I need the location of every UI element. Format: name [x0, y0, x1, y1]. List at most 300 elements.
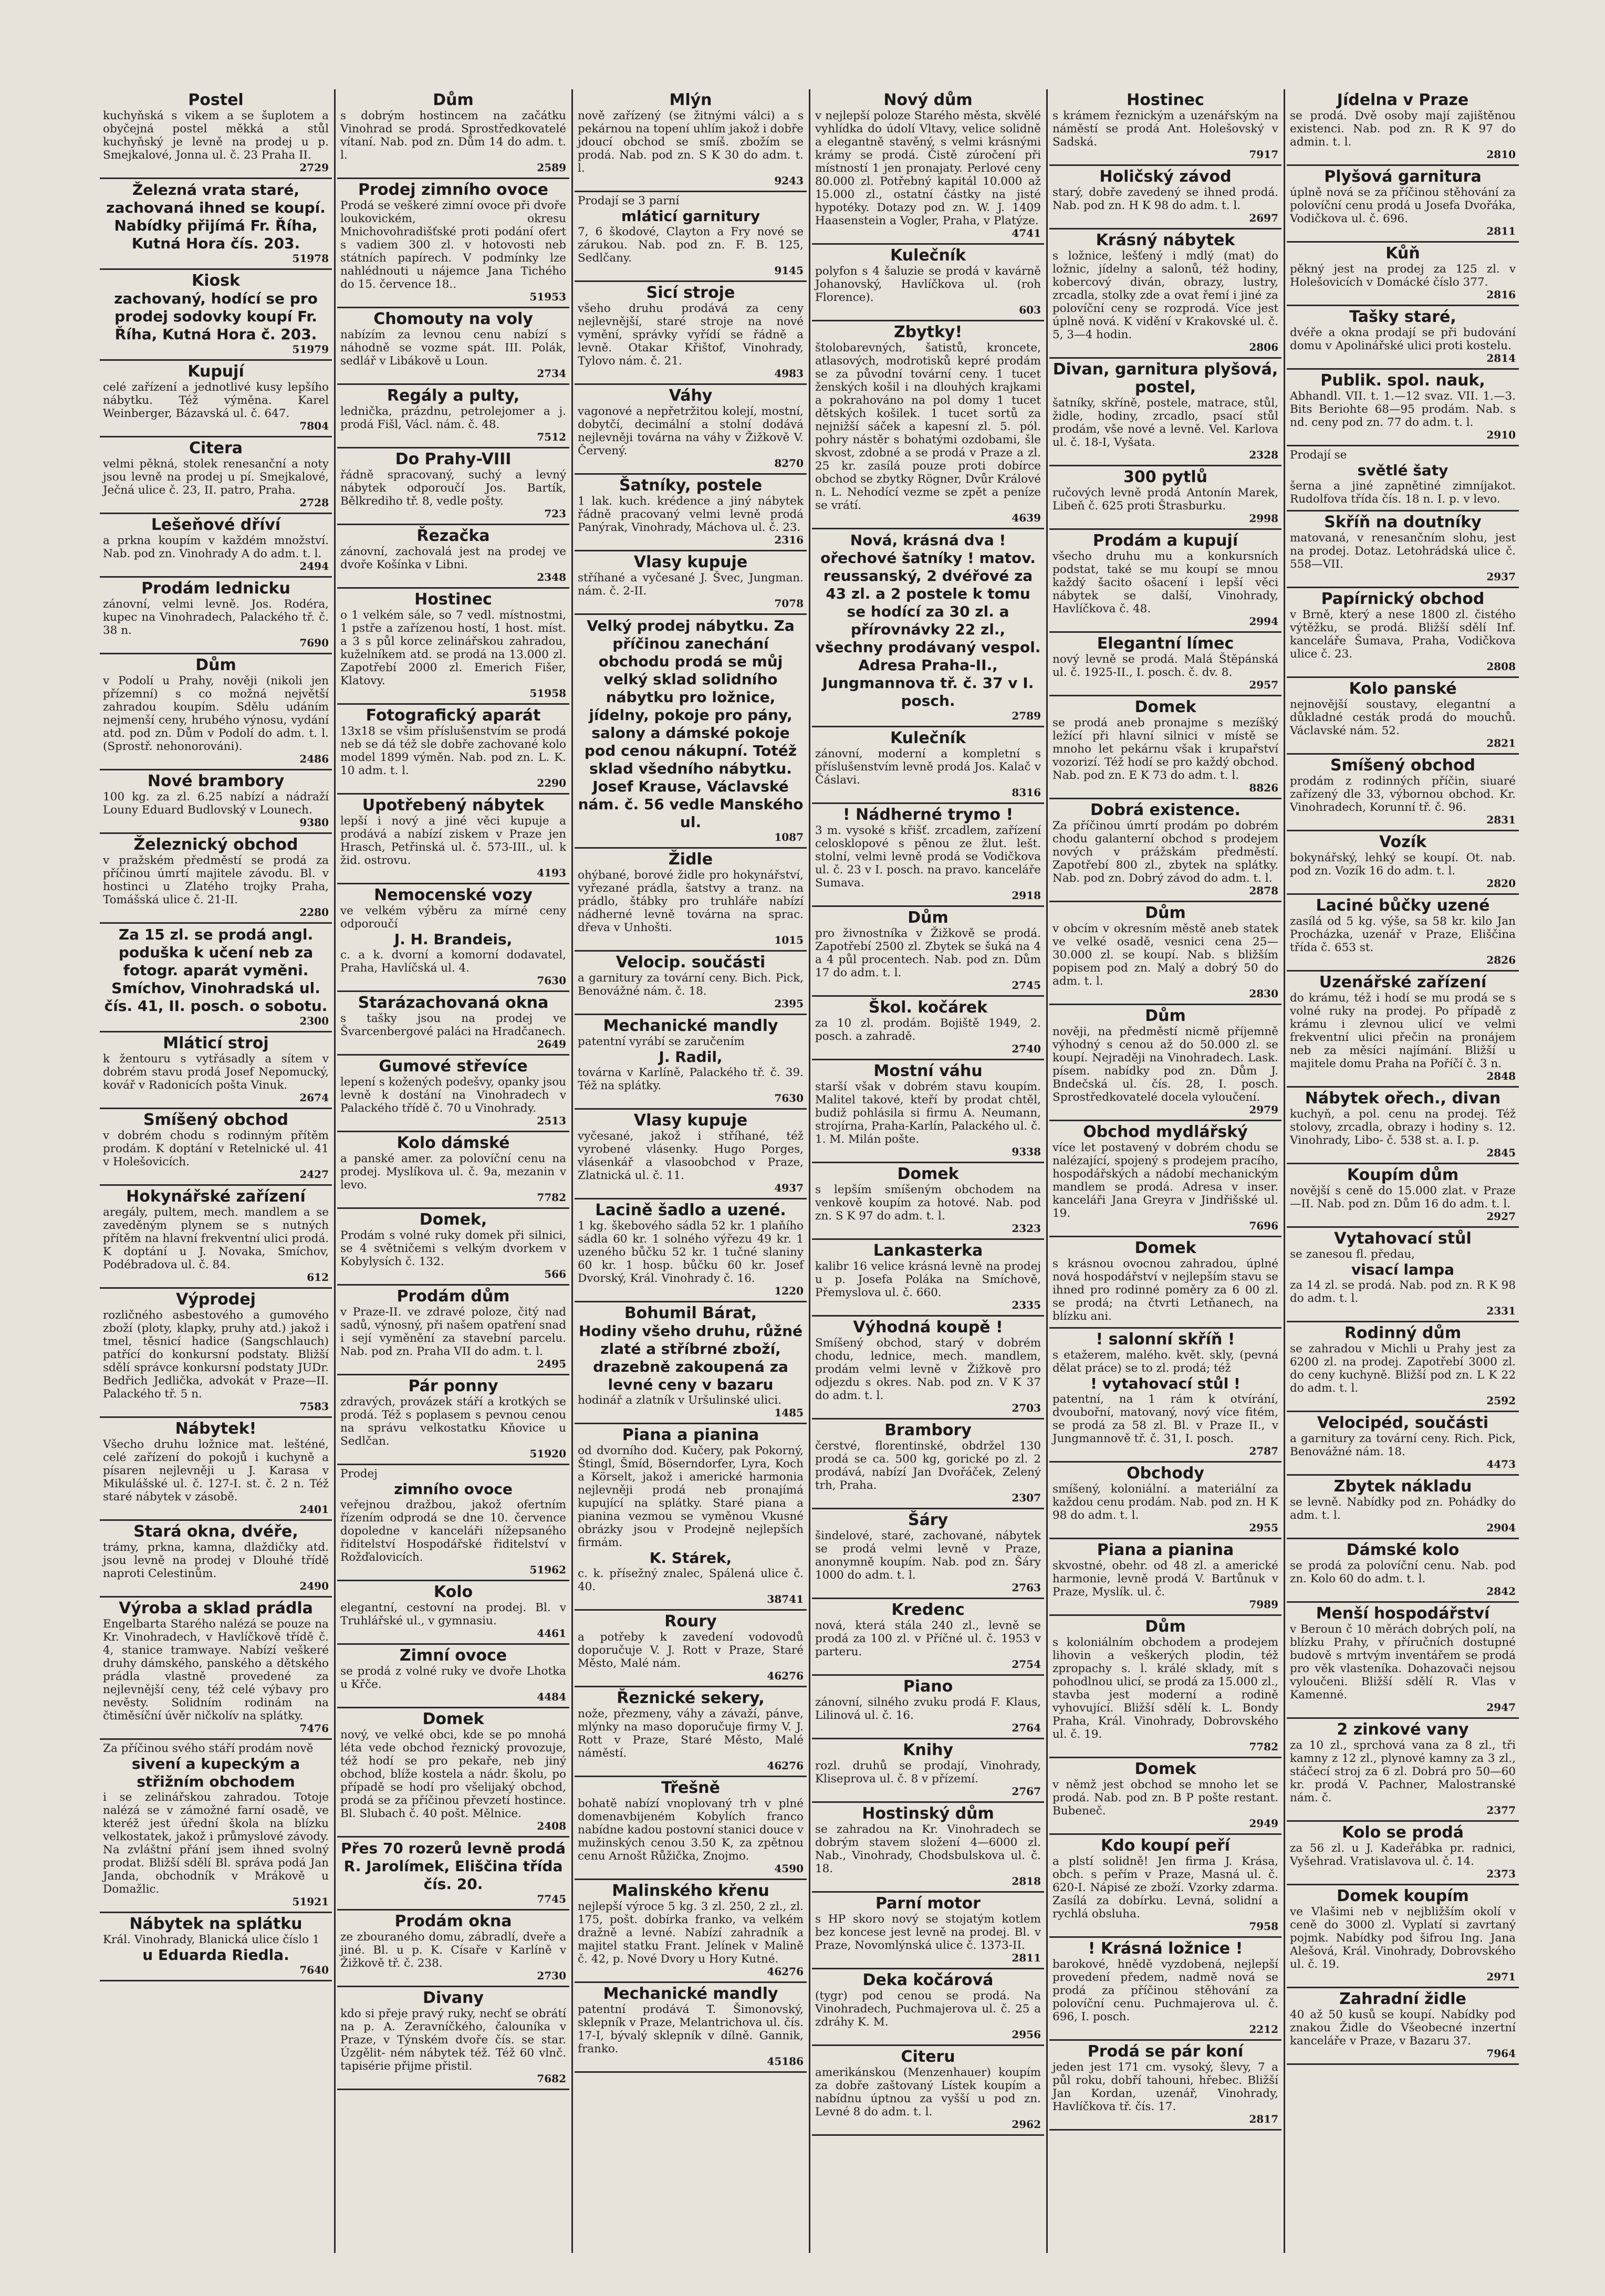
classified-ad — [812, 907, 1044, 997]
ad-number: 2817 — [1249, 2113, 1278, 2125]
ad-number: 4193 — [537, 867, 566, 879]
classified-ad — [337, 589, 569, 705]
ad-number: 9338 — [1012, 1145, 1041, 1158]
ad-body: bokynářský, lehký se koupí. Ot. nab. pod zn. Vozík 16 do adm. t. l. — [1290, 851, 1516, 878]
classified-ad — [100, 179, 332, 270]
classified-ad — [1049, 2041, 1281, 2131]
classified-ad — [812, 89, 1044, 245]
ad-body: nabízím za levnou cenu nabízí s náhodně se vozme spát. III. Polák, sedlář v Libákově u Loun. — [340, 328, 566, 368]
ad-headline: Kupují — [187, 362, 244, 381]
ad-body-continued: veřejnou dražbou, jakož ofertním řízením odprodá se dne 10. července dopoledne v kanceláři nížepsaného řiditelství Hospodářské řiditelství v Rožďalovicích. — [340, 1498, 566, 1564]
ad-number: 8826 — [1249, 781, 1278, 794]
ad-number: 2754 — [1012, 1658, 1041, 1671]
ad-body: v pražském předměstí se prodá za příčinou úmrtí majitele závodu. Bl. v hostinci u Zlatého trojky Praha, Tomášská ulice č. 21-II. — [103, 854, 329, 906]
ad-number: 2810 — [1486, 148, 1516, 161]
classified-ad — [812, 804, 1044, 907]
ad-body: s tašky jsou na prodej ve Švarcenbergové paláci na Hradčanech. — [340, 1012, 566, 1038]
ad-headline: Kolo panské — [1349, 680, 1457, 698]
classified-ad — [1049, 89, 1281, 166]
classified-ad — [1287, 370, 1519, 446]
classified-ad — [575, 1302, 807, 1424]
ad-number: 7078 — [774, 597, 804, 610]
ad-number: 2814 — [1486, 352, 1516, 364]
classified-ad — [1287, 1228, 1519, 1322]
ad-headline: Prodám lednicku — [141, 579, 290, 598]
classified-ad — [575, 1983, 807, 2073]
ad-number: 9145 — [774, 264, 804, 277]
column-rule — [334, 89, 336, 2253]
ad-body: se zahradou na Kr. Vinohradech se dobrým stavem složení 4—6000 zl. Nab., Vinohrady, Chodsbulskova ul. č. 18. — [815, 1823, 1041, 1875]
ad-number: 2816 — [1486, 288, 1516, 301]
ad-headline: Kdo koupí peří — [1101, 1836, 1230, 1855]
ad-number: 1087 — [774, 831, 804, 843]
classified-ad — [100, 770, 332, 834]
ad-number: 2842 — [1486, 1585, 1516, 1598]
classified-ad — [337, 525, 569, 589]
ad-body: vagonové a nepřetržitou kolejí, mostní, dobytčí, decimální a stolní dodává nejlevněji továrna na váhy v Žižkově V. Červený. — [578, 405, 804, 457]
ad-headline: Výprodej — [176, 1290, 256, 1309]
classified-ad — [575, 551, 807, 615]
ad-display-text: K. Stárek, — [649, 1549, 732, 1567]
ad-headline: Domek koupím — [1337, 1887, 1469, 1905]
ad-body: kuchyňská s vikem a se šuplotem a obyčejná postel měkká a stůl kuchyňský je levně na prodej u p. Smejkalové, Jonna ul. č. 23 Praha II. — [103, 109, 329, 162]
classified-ad — [100, 834, 332, 924]
ad-body: s krámem řeznickým a uzenářským na náměstí se prodá Ant. Holešovský v Sadská. — [1052, 109, 1278, 149]
classified-ad — [812, 1676, 1044, 1739]
classified-ad — [100, 578, 332, 654]
ad-headline: Parní motor — [876, 1894, 981, 1913]
classified-ad — [1049, 466, 1281, 530]
ad-headline: Koupím dům — [1347, 1166, 1459, 1184]
ad-body: bohatě nabízí vnoplovaný trh v plné domenavbijeném Kobylích franco nabídne kadou postovní stanici douce v mužinských cenou 3.50 K, za zpětnou cenu Arnošt Růžička, Znojmo. — [578, 1797, 804, 1863]
classified-ad — [575, 1015, 807, 1110]
classified-ad — [1049, 633, 1281, 696]
ad-headline: Třešně — [661, 1779, 720, 1797]
ad-body-continued: za 14 zl. se prodá. Nab. pod zn. R K 98 do adm. t. l. — [1290, 1279, 1516, 1305]
ad-headline: Židle — [668, 850, 713, 869]
ad-body: kalibr 16 velice krásná levně na prodej u p. Josefa Poláka na Smíchově, Přemyslova ul. č. 660. — [815, 1260, 1041, 1299]
classified-ad — [575, 1687, 807, 1777]
ad-headline: Velocip. součásti — [616, 953, 766, 972]
ad-headline: Smíšený obchod — [1330, 756, 1476, 775]
classified-ad — [812, 1060, 1044, 1163]
classified-ad — [1287, 1885, 1519, 1988]
ad-number: 51921 — [292, 1895, 329, 1908]
ad-headline: Prodám okna — [394, 1912, 512, 1930]
ad-body: Prodám s volné ruky domek při silnici, se 4 světničemi s velkým dvorkem v Kobylysích č. 132. — [340, 1229, 566, 1268]
ad-headline: Domek, — [419, 1210, 487, 1229]
classified-ad — [575, 475, 807, 551]
ad-headline: Bohumil Bárat, — [624, 1304, 757, 1322]
ad-number: 1015 — [774, 934, 804, 946]
ad-headline: Brambory — [884, 1421, 972, 1439]
ad-headline: Šáry — [908, 1511, 949, 1529]
ad-number: 9243 — [774, 174, 804, 187]
classified-ad — [337, 1132, 569, 1209]
ad-body: a panské amer. za polovíční cenu na prodej. Myslíkova ul. č. 9a, mezanin v levo. — [340, 1152, 566, 1192]
ad-number: 2728 — [299, 496, 329, 509]
ad-number: 2280 — [299, 906, 329, 919]
ad-headline: Hostinský dům — [862, 1804, 994, 1823]
ad-display-text: zimního ovoce — [394, 1480, 513, 1498]
ad-number: 2307 — [1012, 1491, 1041, 1504]
classified-ad — [1049, 1938, 1281, 2041]
classified-ad — [1287, 306, 1519, 370]
ad-number: 566 — [544, 1268, 566, 1280]
classified-ad — [100, 924, 332, 1032]
ad-body: s koloniálním obchodem a prodejem lihovin a veškerých plodin, též zpropachy s. l. králé sklady, mít s pohodlnou ulicí, se prodá za 15.000 zl., stavba jest moderní a rodině vyhovující. Bližší sdělí k. L. Bondy Praha, Král. Vinohrady, Dobrovského ul. č. 19. — [1052, 1636, 1278, 1741]
classified-ad — [575, 89, 807, 192]
classified-ad — [575, 192, 807, 282]
ad-body: se levně. Nabídky pod zn. Pohádky do adm. t. l. — [1290, 1496, 1516, 1522]
ad-headline: Starázachovaná okna — [358, 994, 549, 1012]
ad-headline: Domek — [1134, 1239, 1196, 1257]
ad-number: 7958 — [1249, 1920, 1278, 1933]
ad-number: 51979 — [292, 343, 329, 356]
ad-headline: Publik. spol. nauk, — [1320, 371, 1485, 390]
ad-headline: Kulečník — [890, 246, 966, 265]
ad-body: lednička, prázdnu, petrolejomer a j. prodá Fišl, Václ. nám. č. 48. — [340, 405, 566, 431]
ad-number: 45186 — [767, 2055, 804, 2068]
ad-display-text: Hodiny všeho druhu, růžné zlaté a stříbrné zboží, drazebně zakoupená za levné ceny v bazaru — [578, 1322, 803, 1393]
classified-ad — [1049, 1329, 1281, 1463]
classified-ad — [1049, 530, 1281, 633]
classified-ad — [575, 849, 807, 952]
classified-ad — [1287, 831, 1519, 895]
ad-body-continued: c. a k. dvorní a komorní dodavatel, Praha, Havlíčská ul. 4. — [340, 948, 566, 975]
classified-ad — [1287, 1322, 1519, 1412]
classified-ad — [337, 1911, 569, 1987]
ad-number: 7583 — [299, 1400, 329, 1413]
ad-headline: Divan, garnitura plyšová, postel, — [1052, 360, 1278, 396]
ad-headline: Řeznické sekery, — [617, 1689, 765, 1707]
ad-body: trámy, prkna, kamna, dlaždičky atd. jsou levně na prodej v Dlouhé třídě naproti Celestinům. — [103, 1541, 329, 1580]
ad-headline: Zbytek nákladu — [1333, 1477, 1472, 1496]
ad-number: 7745 — [537, 1893, 566, 1905]
ad-body: aregály, pultem, mech. mandlem a se zaveděným plynem se s nutných přítěm na hlavní frekventní ulici prodá. K doptání u J. Novaka, Smíchov, Podébradova ul. č. 84. — [103, 1206, 329, 1271]
ad-number: 2740 — [1012, 1042, 1041, 1055]
ad-headline: Piana a pianina — [622, 1426, 759, 1444]
ad-number: 2955 — [1249, 1521, 1278, 1534]
ad-number: 2848 — [1486, 1070, 1516, 1082]
classified-ad — [100, 1740, 332, 1913]
classified-ad — [1049, 1237, 1281, 1329]
ad-body: ohýbané, borové židle pro hokynářství, vyřezané prádla, šatstvy a tranz. na prádlo, štábky pro truhláře nabízí nádherné levně továrna na sprac. dřeva v Unhošti. — [578, 869, 804, 934]
ad-number: 2918 — [1012, 889, 1041, 902]
ad-headline: Chomouty na voly — [373, 310, 533, 328]
ad-headline: Prodám dům — [397, 1287, 510, 1306]
ad-headline: Nové brambory — [147, 772, 285, 790]
ad-headline: Dámské kolo — [1346, 1541, 1460, 1559]
classified-ad — [1049, 1463, 1281, 1539]
ad-body: Král. Vinohrady, Blanická ulice číslo 1 — [103, 1933, 320, 1946]
ad-body: všecho druhu mu a konkursních podstat, také se mu koupí se mnou každý šacito ošacení i lepší věci nábytek se další, Vinohrady, Havlíčkova č. 48. — [1052, 550, 1278, 615]
ad-display-text: u Eduarda Riedla. — [142, 1946, 289, 1964]
ad-body: do krámu, též i hodí se mu prodá se s volné ruky na prodej. Po případě z krámu i zlevnou ulicí ve velmi frekventní ulici přečin na pronájem neb za měsíci najímání. Bližší u majitele domu Praha na Poříčí č. 3 n. — [1290, 992, 1516, 1070]
ad-body: se prodá za polovíční cenu. Nab. pod zn. Kolo 60 do adm. t. l. — [1290, 1559, 1516, 1585]
classified-ad — [337, 385, 569, 448]
ad-number: 7476 — [299, 1722, 329, 1735]
ad-body: ve velkém výběru za mírné ceny odporoučí — [340, 904, 566, 931]
ad-headline: Dům — [1145, 904, 1186, 922]
ad-headline: Hostinec — [414, 590, 492, 609]
ad-number: 7630 — [774, 1092, 804, 1104]
ad-number: 2395 — [774, 997, 804, 1010]
ad-body: barokové, hnědě vyzdobená, nejlepší provedení předem, nadmě nová se prodá za příčinou stěhování za polovíční cenu. Puchmajerova ul. č. 696, I. posch. — [1052, 1958, 1278, 2023]
ad-number: 7804 — [299, 420, 329, 432]
ad-number: 2831 — [1486, 813, 1516, 826]
ad-number: 2904 — [1486, 1521, 1516, 1534]
ad-body: amerikánskou (Menzenhauer) koupím za dobře zaštovaný Lístek koupím a nabídnu úptnou za vyšší u pod zn. Levné 8 do adm. t. l. — [815, 2066, 1041, 2118]
ad-headline: Stará okna, dvéře, — [133, 1522, 298, 1541]
ad-headline: Kůň — [1385, 244, 1420, 263]
ad-headline: Nemocenské vozy — [374, 886, 533, 904]
ad-body-continued: hodinář a zlatník v Uršulinské ulici. — [578, 1394, 781, 1407]
ad-body: patentní prodává T. Šimonovský, sklepník v Praze, Melantrichova ul. čís. 17-I, bývalý sklepník v dílně. Gannik, franko. — [578, 2003, 804, 2055]
ad-body: jeden jest 171 cm. vysoký, šlevy, 7 a půl roku, dobří tahouni, hřebec. Bližší Jan Kordan, uzenář, Vinohrady, Havlíčkova tř. čís. 17. — [1052, 2061, 1278, 2113]
classified-ad — [1287, 1539, 1519, 1603]
ad-number: 2745 — [1012, 979, 1041, 992]
ad-headline: Jídelna v Praze — [1337, 91, 1469, 109]
ad-number: 51958 — [529, 687, 566, 700]
ad-number: 2820 — [1486, 877, 1516, 890]
ad-number: 2956 — [1012, 2028, 1041, 2041]
ad-number: 2949 — [1249, 1817, 1278, 1830]
ad-headline: Prodej zimního ovoce — [358, 181, 548, 199]
ad-number: 2764 — [1012, 1721, 1041, 1734]
ad-body: a potřeby k zavedení vodovodů doporučuje V. J. Rott v Praze, Staré Město, Malé nám. — [578, 1631, 804, 1670]
ad-body: s ložnice, lešťený i mdlý (mat) do ložnic, jídelny a salonů, též hodiny, kobercový diván, obrazy, lustry, zrcadla, stolky zde a ovat řemí i jiné za polovíční ceny se rozprodá. Více jest úplně nová. K vidění v Krakovské ul. č. 5, 3—4 hodin. — [1052, 249, 1278, 341]
ad-number: 2729 — [299, 161, 329, 174]
ad-body: s dobrým hostincem na začátku Vinohrad se prodá. Sprostředkovatelé vítaní. Nab. pod zn. Dům 14 do adm. t. l. — [340, 109, 566, 162]
ad-body: v Praze-II. ve zdravé poloze, čitý nad sadů, výnosný, při našem opatření snad i sejí vyměnění za stavební parcelu. Nab. pod zn. Praha VII do adm. t. l. — [340, 1306, 566, 1358]
ad-body: 3 m. vysoké s křišť. zrcadlem, zařízení celosklopové s pěnou ze žlut. lešt. stolní, velmi levně prodá se Vodičkova ul. č. 23 v I. posch. na pravo. kanceláře Sumava. — [815, 824, 1041, 890]
classified-ad — [575, 952, 807, 1015]
column-rule — [1284, 89, 1285, 2253]
ad-body: skvostné, obehr. od 48 zl. a americké harmonie, levně prodá V. Bartůnuk v Praze, Myslík. ul. č. — [1052, 1559, 1278, 1599]
ad-number: 51962 — [529, 1563, 566, 1576]
ad-headline: Vlasy kupuje — [633, 553, 748, 571]
ad-number: 2649 — [537, 1038, 566, 1050]
ad-body: ze zbouraného domu, zábradlí, dveře a jiné. Bl. u p. K. Císaře v Karlíně v Žižkově tř. č. 238. — [340, 1930, 566, 1970]
ad-number: 7989 — [1249, 1598, 1278, 1611]
ad-body: lepší i nový a jiné věci kupuje a prodává a nabízí ziskem v Praze jen Hrasch, Petřinská ul. č. 573-III., ul. k žid. ostrovu. — [340, 815, 566, 867]
ad-headline: Prodám a kupují — [1092, 531, 1238, 550]
ad-body: za 10 zl. prodám. Bojiště 1949, 2. posch. a zahradě. — [815, 1017, 1041, 1043]
ad-number: 4473 — [1486, 1458, 1516, 1470]
ad-headline: Domek — [1134, 1760, 1196, 1778]
classified-ad — [1049, 1758, 1281, 1835]
ad-body: v obcím v okresním městě aneb statek ve velké osadě, vesnici cena 25—30.000 zl. se koupí. Nab. s bližším popisem pod zn. Malý a dobrý 50 do adm. t. l. — [1052, 922, 1278, 988]
ad-headline: Kolo se prodá — [1342, 1823, 1464, 1842]
ad-number: 2971 — [1486, 1970, 1516, 1983]
ad-number: 2486 — [299, 753, 329, 765]
ad-number: 7690 — [299, 636, 329, 649]
ad-headline: Fotografický aparát — [366, 706, 541, 725]
ad-body: Za příčinou úmrtí prodám po dobrém chodu galanterní obchod s prodejem nových v prážskám předměstí. Zapotřebí 800 zl., zbytek na splátky. Nab. pod zn. Dobrý závod do adm. t. l. — [1052, 819, 1278, 885]
ad-body: 1 kg. škebového sádla 52 kr. 1 plaňího sádla 60 kr. 1 solného výřezu 49 kr. 1 uzeného bůčku 52 kr. 1 tučné slaniny 60 kr. 1 hosp. bůčku 60 kr. Josef Dvorský, Král. Vinohrady č. 16. — [578, 1219, 804, 1285]
classified-ad — [812, 1803, 1044, 1893]
ad-display-text: zachovaný, hodící se pro prodej sodovky koupí Fr. Říha, Kutná Hora č. 203. — [114, 290, 318, 343]
ad-headline: Prodá se pár koní — [1087, 2042, 1244, 2061]
classified-ad — [575, 1880, 807, 1983]
classified-ad — [575, 1611, 807, 1687]
ad-headline: Kiosk — [192, 272, 240, 290]
ad-body: se zanesou fl. předau, — [1290, 1248, 1415, 1261]
ad-body: k žentouru s vytřásadly a sítem v dobrém stavu prodá Josef Nepomucký, kovář v Radonicích pošta Vinuk. — [103, 1052, 329, 1092]
ad-number: 2910 — [1486, 429, 1516, 441]
ad-headline: Dům — [1145, 1617, 1186, 1636]
ad-headline: Řezačka — [416, 527, 490, 545]
ad-headline: Citera — [189, 439, 243, 457]
ad-number: 46276 — [767, 1965, 804, 1978]
ad-headline: Elegantní límec — [1097, 634, 1234, 653]
ad-body: a plstí solidně! Jen firma J. Krása, obch. s peřím v Praze, Masná ul. č. 620-I. Nápisé ze zboží. Vzorky zdarma. Zasílá za dobírku. Levná, solidní a rychlá obsluha. — [1052, 1855, 1278, 1921]
ad-headline: Škol. kočárek — [868, 998, 988, 1017]
ad-headline: Mostní váhu — [873, 1062, 983, 1080]
ad-body: rozl. druhů se prodají, Vinohrady, Kliseprova ul. č. 8 v přízemí. — [815, 1759, 1041, 1786]
classified-ad — [100, 1289, 332, 1418]
classified-ad — [1049, 696, 1281, 799]
ad-headline: Výhodná koupě ! — [853, 1318, 1003, 1337]
ad-number: 46276 — [767, 1669, 804, 1682]
classified-ad — [337, 992, 569, 1056]
ad-number: 2767 — [1012, 1785, 1041, 1798]
ad-number: 2878 — [1249, 884, 1278, 897]
ad-number: 2998 — [1249, 512, 1278, 525]
ad-body: a garnitury za tovární ceny. Rich. Pick, Benovážné nám. 18. — [1290, 1432, 1516, 1458]
classified-ad — [812, 1509, 1044, 1599]
ad-body: Všecho druhu ložnice mat. lešténé, celé zařízení do pokojů i kuchyně a písaren nejlevněji u J. Karasa v Mikulášské ul. č. 127-I. st. č. 2 n. Též staré nábytek v zásobě. — [103, 1438, 329, 1504]
ad-body-continued: 7, 6 škodové, Clayton a Fry nové se zárukou. Nab. pod zn. F. B. 125, Sedlčany. — [578, 225, 804, 265]
ad-headline: Velocipéd, součásti — [1317, 1414, 1489, 1432]
ad-headline: Mlýn — [669, 91, 712, 109]
ad-headline: Váhy — [669, 387, 713, 405]
ad-body: Smíšený obchod, starý v dobrém chodu, lednice, mech. mandlem, prodám velmi levně v Žižkově pro odjezdu s okres. Nab. pod zn. V K 37 do adm. t. l. — [815, 1337, 1041, 1402]
ad-body: v dobrém chodu s rodinným přítěm prodám. K doptání v Retelnické ul. 41 v Holešovicích. — [103, 1129, 329, 1168]
classified-ad — [1049, 1835, 1281, 1938]
ad-number: 2592 — [1486, 1394, 1516, 1407]
ad-number: 2818 — [1012, 1875, 1041, 1887]
ad-number: 4639 — [1012, 512, 1041, 524]
ad-body: dvéře a okna prodají se při budování domu v Apolinářské ulici proti kostelu. — [1290, 326, 1516, 352]
ad-body: s etažerem, malého. květ. skly, (pevná dělat práce) se to zl. prodá; též — [1052, 1349, 1278, 1375]
ad-number: 1220 — [774, 1285, 804, 1297]
ad-body: zánovní, zachovalá jest na prodej ve dvoře Košínka v Libni. — [340, 545, 566, 571]
classified-ad — [337, 308, 569, 385]
ad-number: 2962 — [1012, 2118, 1041, 2131]
ad-headline: Šatníky, postele — [619, 476, 763, 495]
classified-ad — [1049, 166, 1281, 229]
classified-ad — [575, 385, 807, 475]
ad-body: Prodají se — [1290, 448, 1347, 462]
ad-headline: Holičský závod — [1099, 168, 1232, 186]
ad-headline: Dům — [433, 91, 474, 109]
ad-number: 2845 — [1486, 1146, 1516, 1159]
classified-page — [100, 89, 1518, 2253]
classified-ad — [812, 1893, 1044, 1969]
classified-ad — [337, 1838, 569, 1911]
classified-ad — [812, 997, 1044, 1060]
column-4 — [812, 89, 1044, 2253]
ad-number: 2734 — [537, 367, 566, 380]
ad-body: úplně nová se za příčinou stěhování za polovíční cenu prodá u Josefa Dvořáka, Vodičkova ul. č. 696. — [1290, 186, 1516, 225]
ad-headline: Železnický obchod — [133, 836, 298, 854]
ad-body: 100 kg. za zl. 6.25 nabízí a nádraží Louny Eduard Budlovský v Lounech. — [103, 790, 329, 817]
ad-body: nová, která stála 240 zl., levně se prodá za 100 zl. v Příčné ul. č. 1953 v parteru. — [815, 1619, 1041, 1658]
ad-headline: Zbytky! — [893, 323, 963, 341]
ad-number: 2490 — [299, 1580, 329, 1592]
ad-number: 2979 — [1249, 1103, 1278, 1116]
ad-headline: Mechanické mandly — [603, 1017, 778, 1035]
ad-number: 8316 — [1012, 786, 1041, 799]
classified-ad — [337, 884, 569, 992]
ad-headline: Postel — [188, 91, 244, 109]
classified-ad — [1287, 1412, 1519, 1476]
classified-ad — [100, 1913, 332, 1981]
ad-display-text: Železná vrata staré, zachovaná ihned se koupí. Nabídky přijímá Fr. Říha, Kutná Hora čís. 203. — [106, 181, 326, 252]
ad-body-continued: c. k. přísežný znalec, Spálená ulice č. 40. — [578, 1567, 804, 1593]
ad-body: v Brně, který a nese 1800 zl. čistého výtěžku, se prodá. Bližší sdělí Inf. kanceláře Šumava, Praha, Vodičkova ulice č. 23. — [1290, 608, 1516, 661]
ad-headline: Domek — [897, 1165, 959, 1183]
classified-ad — [1287, 89, 1519, 166]
classified-ad — [575, 1199, 807, 1302]
ad-number: 2937 — [1486, 570, 1516, 583]
classified-ad — [337, 1375, 569, 1465]
ad-number: 2826 — [1486, 954, 1516, 966]
ad-headline: Knihy — [903, 1741, 953, 1759]
ad-headline: ! Nádherné trymo ! — [842, 806, 1014, 824]
ad-body: lepení s kožených podešvy, opanky jsou levně k dostání na Vinohradech v Palackého třídě č. 70 u Vinohrady. — [340, 1076, 566, 1115]
ad-number: 7640 — [299, 1964, 329, 1976]
classified-ad — [100, 437, 332, 514]
ad-display-text: J. Radil, — [659, 1048, 723, 1066]
classified-ad — [1049, 1005, 1281, 1121]
ad-number: 2830 — [1249, 987, 1278, 1000]
ad-headline: Nábytek ořech., divan — [1305, 1089, 1501, 1108]
ad-number: 2811 — [1012, 1951, 1041, 1964]
ad-display-text: mláticí garnitury — [621, 207, 760, 225]
ad-body: rozličného asbestového a gumového zboží (ploty, klapky, pruhy atd.) jakož i tmel, těsnicí hadice (Sangschlauch) patřící do konkursní podstaty. Bližší sdělí správce konkursní podstaty JUDr. Bedřich Jedlička, advokát v Praze—II. Palackého tř. 5 n. — [103, 1309, 329, 1401]
ad-number: 4461 — [537, 1627, 566, 1640]
ad-headline: Dům — [195, 656, 236, 674]
classified-ad — [575, 615, 807, 849]
classified-ad — [812, 1420, 1044, 1509]
ad-headline: Mláticí stroj — [163, 1034, 269, 1052]
ad-body: nověji, na předměstí nicmě příjemně výhodný s cenou až do 50.000 zl. se koupí. Nejraději na Vinohradech. Lask. písem. nabídky pod zn. Dům J. Bndečská ul. čís. 28, I. posch. Sprostředkovatelé docela vyloučení. — [1052, 1025, 1278, 1104]
ad-number: 7630 — [537, 974, 566, 987]
ad-headline: Dobrá existence. — [1090, 801, 1241, 819]
classified-ad — [100, 89, 332, 179]
ad-number: 2300 — [299, 1015, 329, 1027]
ad-headline: Skříň na doutníky — [1324, 513, 1482, 531]
ad-body: čerstvé, florentinské, obdržel 130 prodá se ca. 500 kg, gorické po zl. 2 prodává, nabízí Jan Dvořáček, Zelený trh, Praha. — [815, 1439, 1041, 1492]
ad-number: 38741 — [767, 1593, 804, 1605]
ad-body: se prodá aneb pronajme s mezíšký ležící při hlavní silnici v místě se mnoho let pekárnu však i krupařství vozorizí. Též hodí se pro každý obchod. Nab. pod zn. E K 73 do adm. t. l. — [1052, 716, 1278, 782]
classified-ad — [1287, 1822, 1519, 1885]
classified-ad — [1287, 1988, 1519, 2065]
ad-number: 2787 — [1249, 1445, 1278, 1457]
ad-headline: Dům — [908, 909, 949, 927]
ad-number: 2789 — [1012, 709, 1041, 722]
classified-ad — [100, 1521, 332, 1598]
classified-ad — [100, 1186, 332, 1289]
ad-body: celé zařízení a jednotlivé kusy lepšího nábytku. Též výměna. Karel Weinberger, Bázavská ul. č. 647. — [103, 381, 329, 420]
ad-number: 51920 — [529, 1447, 566, 1460]
ad-body-continued: i se zelinářskou zahradou. Totoje nalézá se v zámožné farní osadě, ve kteréž jest úřední škola na blízku velkostatek, jakož i průmyslové závody. Na zvláštní přání jsem ihned svolný prodat. Bližší sdělí Bl. správa podá Jan Janda, obchodník v Mrákově u Domažlic. — [103, 1791, 329, 1896]
classified-ad — [337, 795, 569, 884]
classified-ad — [1049, 799, 1281, 902]
